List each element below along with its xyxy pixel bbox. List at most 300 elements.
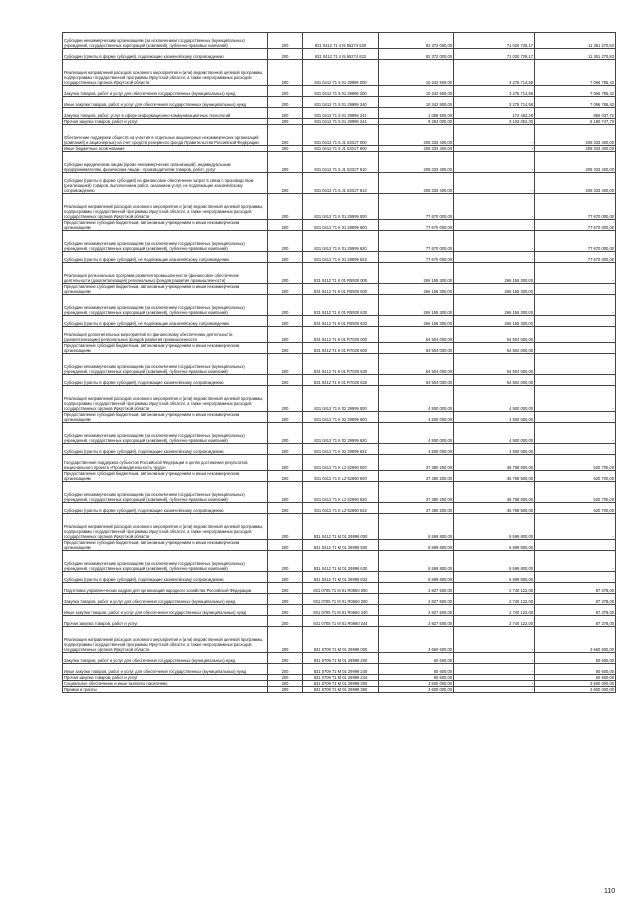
row-budget-code: 831 0705 71 М 01 R0660 240: [303, 605, 379, 616]
row-unexecuted-amount: 3 600 000,00: [535, 681, 616, 687]
row-line-code: 200: [268, 152, 303, 173]
row-executed-amount: 64 504 000,00: [454, 343, 535, 354]
row-approved-amount: 266 155 300,00: [379, 284, 454, 295]
row-line-code: 200: [268, 687, 303, 693]
row-line-code: 200: [268, 327, 303, 343]
table-row: [63, 284, 616, 295]
table-row: [63, 343, 616, 354]
table-row: [63, 482, 616, 503]
row-budget-code: 831 0412 71 М 01 29999 632: [303, 572, 379, 583]
table-row: [63, 681, 616, 687]
row-approved-amount: 64 504 000,00: [379, 343, 454, 354]
row-budget-code: 831 0709 71 М 01 29999 244: [303, 675, 379, 681]
row-budget-code: 831 0412 71 5 J1 5331Т 800: [303, 146, 379, 152]
row-name: Субсидии некоммерческим организациям (за исключением государственных (муниципальных) учреждений, государственных корпораций (компаний), публично-правовых компаний): [63, 295, 268, 316]
table-row: [63, 423, 616, 444]
row-budget-code: 831 0412 71 5 J1 5331Т 810: [303, 152, 379, 173]
row-executed-amount: -: [454, 681, 535, 687]
row-name: Реализация направлений расходов основного мероприятия и (или) ведомственной целевой программы, подпрограммы государственной программы Иркутской области, а также непрограммных расходов государственных органов Иркутской области: [63, 386, 268, 412]
row-name: Социальное обеспечение и иные выплаты населению: [63, 681, 268, 687]
row-name: Субсидии некоммерческим организациям (за исключением государственных (муниципальных) учреждений, государственных корпораций (компаний), публично-правовых компаний): [63, 231, 268, 252]
row-name: Реализация направлений расходов основного мероприятия и (или) ведомственной целевой программы, подпрограммы государственной программы Иркутской области, а также непрограммных расходов государственных органов Иркутской области: [63, 194, 268, 220]
row-budget-code: 831 0412 71 К L2 52890 632: [303, 503, 379, 514]
row-budget-code: 831 0412 71 4 I5 55274 632: [303, 49, 379, 60]
row-line-code: 200: [268, 482, 303, 503]
row-approved-amount: 77 670 000,00: [379, 220, 454, 231]
row-unexecuted-amount: -: [535, 327, 616, 343]
row-approved-amount: 77 670 000,00: [379, 231, 454, 252]
row-line-code: 200: [268, 514, 303, 540]
row-unexecuted-amount: -: [535, 572, 616, 583]
row-approved-amount: 266 155 300,00: [379, 316, 454, 327]
row-line-code: 200: [268, 423, 303, 444]
row-approved-amount: 208 333 400,00: [379, 146, 454, 152]
row-name: Субсидии (гранты в форме субсидий), подлежащие казначейскому сопровождению: [63, 503, 268, 514]
row-name: Субсидии (гранты в форме субсидий), подлежащие казначейскому сопровождению: [63, 49, 268, 60]
table-body: [63, 33, 616, 693]
row-executed-amount: 4 500 000,00: [454, 386, 535, 412]
row-executed-amount: -: [454, 220, 535, 231]
row-approved-amount: 10 342 500,00: [379, 97, 454, 108]
row-executed-amount: 6 599 800,00: [454, 551, 535, 572]
row-executed-amount: -: [454, 152, 535, 173]
row-name: Субсидии (гранты в форме субсидий), подлежащие казначейскому сопровождению: [63, 375, 268, 386]
row-unexecuted-amount: 77 670 000,00: [535, 220, 616, 231]
row-line-code: 200: [268, 194, 303, 220]
row-budget-code: 831 0412 71 К 01 R7030 600: [303, 343, 379, 354]
row-name: Иные закупки товаров, работ и услуг для обеспечения государственных (муниципальных) нужд: [63, 664, 268, 675]
row-name: Подготовка управленческих кадров для организаций народного хозяйства Российской Федерации: [63, 583, 268, 594]
row-approved-amount: 10 342 500,00: [379, 86, 454, 97]
row-budget-code: 831 0412 71 К 01 R5930 633: [303, 316, 379, 327]
row-budget-code: 831 0412 71 К 02 29999 600: [303, 412, 379, 423]
row-executed-amount: 3 103 252,30: [454, 119, 535, 125]
row-approved-amount: 6 599 800,00: [379, 551, 454, 572]
row-unexecuted-amount: 886 037,72: [535, 108, 616, 119]
table-row: [63, 263, 616, 284]
row-unexecuted-amount: 87 378,00: [535, 594, 616, 605]
row-line-code: 200: [268, 653, 303, 664]
row-approved-amount: 3 600 000,00: [379, 687, 454, 693]
row-name: Субсидии (гранты в форме субсидий), подлежащие казначейскому сопровождению: [63, 572, 268, 583]
row-approved-amount: 2 827 500,00: [379, 605, 454, 616]
table-row: [63, 33, 616, 49]
row-executed-amount: 36 758 500,00: [454, 455, 535, 471]
row-line-code: 200: [268, 343, 303, 354]
row-unexecuted-amount: -: [535, 343, 616, 354]
row-budget-code: 831 0705 71 М 01 R0660 200: [303, 594, 379, 605]
row-executed-amount: -: [454, 627, 535, 653]
row-name: Предоставление субсидий бюджетным, автономным учреждениям и иным некоммерческим организациям: [63, 412, 268, 423]
row-approved-amount: 1 058 500,00: [379, 108, 454, 119]
row-approved-amount: 77 670 000,00: [379, 252, 454, 263]
row-name: Прочая закупка товаров, работ и услуг: [63, 616, 268, 627]
row-name: Закупка товаров, работ и услуг для обеспечения государственных (муниципальных) нужд: [63, 653, 268, 664]
row-approved-amount: 82 372 000,00: [379, 33, 454, 49]
row-budget-code: 831 0412 71 4 I5 55274 630: [303, 33, 379, 49]
row-line-code: 200: [268, 386, 303, 412]
row-unexecuted-amount: 620 700,00: [535, 503, 616, 514]
row-unexecuted-amount: -: [535, 284, 616, 295]
table-row: [63, 503, 616, 514]
row-executed-amount: -: [454, 664, 535, 675]
row-executed-amount: 36 758 500,00: [454, 471, 535, 482]
row-line-code: 200: [268, 146, 303, 152]
row-name: Прочая закупка товаров, работ и услуг: [63, 119, 268, 125]
row-unexecuted-amount: 7 066 785,42: [535, 60, 616, 86]
row-approved-amount: 64 504 000,00: [379, 354, 454, 375]
row-executed-amount: 3 275 714,58: [454, 86, 535, 97]
row-budget-code: 831 0705 71 М 01 R0660 000: [303, 583, 379, 594]
row-name: Субсидии некоммерческим организациям (за исключением государственных (муниципальных) учреждений, государственных корпораций (компаний), публично-правовых компаний): [63, 551, 268, 572]
row-line-code: 200: [268, 551, 303, 572]
row-line-code: 200: [268, 119, 303, 125]
row-unexecuted-amount: 3 660 600,00: [535, 627, 616, 653]
row-line-code: 200: [268, 220, 303, 231]
row-budget-code: 831 0412 71 К L2 52890 630: [303, 482, 379, 503]
table-row: [63, 97, 616, 108]
row-unexecuted-amount: -: [535, 263, 616, 284]
row-line-code: 200: [268, 471, 303, 482]
row-unexecuted-amount: 208 333 400,00: [535, 173, 616, 194]
table-row: [63, 514, 616, 540]
table-row: [63, 125, 616, 146]
row-approved-amount: 4 500 000,00: [379, 444, 454, 455]
row-executed-amount: -: [454, 675, 535, 681]
table-row: [63, 412, 616, 423]
row-approved-amount: 60 600,00: [379, 675, 454, 681]
row-unexecuted-amount: 3 600 000,00: [535, 687, 616, 693]
row-unexecuted-amount: 620 700,00: [535, 482, 616, 503]
row-line-code: 200: [268, 675, 303, 681]
row-executed-amount: -: [454, 687, 535, 693]
table-row: [63, 605, 616, 616]
table-row: [63, 664, 616, 675]
row-approved-amount: 3 660 600,00: [379, 627, 454, 653]
row-budget-code: 831 0412 71 5 J1 5331Т 000: [303, 125, 379, 146]
row-unexecuted-amount: -: [535, 551, 616, 572]
row-budget-code: 831 0412 71 5 01 29999 000: [303, 60, 379, 86]
table-row: [63, 60, 616, 86]
row-line-code: 200: [268, 231, 303, 252]
row-budget-code: 831 0412 71 К 01 R5930 630: [303, 295, 379, 316]
row-line-code: 200: [268, 572, 303, 583]
row-approved-amount: 4 500 000,00: [379, 412, 454, 423]
budget-report-table-container: [62, 32, 615, 693]
row-executed-amount: 266 155 300,00: [454, 295, 535, 316]
row-line-code: 200: [268, 594, 303, 605]
table-row: [63, 455, 616, 471]
row-name: Иные бюджетные ассигнования: [63, 146, 268, 152]
row-unexecuted-amount: -: [535, 423, 616, 444]
row-executed-amount: 36 758 500,00: [454, 482, 535, 503]
table-row: [63, 327, 616, 343]
row-approved-amount: 77 670 000,00: [379, 194, 454, 220]
row-name: Обеспечение поддержки обществ на участия в отдельных акционерных некоммерческих организаций (компаний) и акционерных) на счет средств резервного фонда Правительства Российской Федерации: [63, 125, 268, 146]
row-budget-code: 831 0412 71 К 02 29999 000: [303, 386, 379, 412]
row-name: Закупка товаров, работ и услуг для обеспечения государственных (муниципальных) нужд: [63, 86, 268, 97]
row-name: Закупка товаров, работ и услуг для обеспечения государственных (муниципальных) нужд: [63, 594, 268, 605]
table-row: [63, 173, 616, 194]
row-name: Реализация направлений расходов основного мероприятия и (или) ведомственной целевой программы, подпрограммы государственной программы Иркутской области, а также непрограммных расходов государственных органов Иркутской области: [63, 627, 268, 653]
table-row: [63, 316, 616, 327]
row-name: Прочая закупка товаров, работ и услуг: [63, 675, 268, 681]
row-name: Субсидии некоммерческим организациям (за исключением государственных (муниципальных) учреждений, государственных корпораций (компаний), публично-правовых компаний): [63, 33, 268, 49]
row-budget-code: 831 0412 71 К 01 29999 633: [303, 252, 379, 263]
row-name: Государственная поддержка субъектов Российской Федерации в целях достижения результатов национального проекта «Производительность труда»: [63, 455, 268, 471]
row-budget-code: 831 0412 71 К 02 29999 630: [303, 423, 379, 444]
row-budget-code: 831 0412 71 М 01 29999 630: [303, 551, 379, 572]
row-approved-amount: 2 827 500,00: [379, 583, 454, 594]
table-row: [63, 540, 616, 551]
row-executed-amount: 4 500 000,00: [454, 423, 535, 444]
row-executed-amount: 36 758 500,00: [454, 503, 535, 514]
row-line-code: 200: [268, 263, 303, 284]
row-executed-amount: 4 500 000,00: [454, 444, 535, 455]
row-executed-amount: 64 504 000,00: [454, 354, 535, 375]
row-approved-amount: 64 504 000,00: [379, 327, 454, 343]
row-name: Субсидии (гранты в форме субсидий), не подлежащие казначейскому сопровождению: [63, 252, 268, 263]
row-executed-amount: 3 275 714,58: [454, 60, 535, 86]
row-approved-amount: 266 155 300,00: [379, 263, 454, 284]
budget-report-table: [62, 32, 616, 693]
row-executed-amount: 6 599 800,00: [454, 540, 535, 551]
row-name: Предоставление субсидий бюджетным, автономным учреждениям и иным некоммерческим организациям: [63, 471, 268, 482]
row-line-code: 200: [268, 173, 303, 194]
row-budget-code: 831 0709 71 М 01 29999 200: [303, 653, 379, 664]
table-row: [63, 594, 616, 605]
row-unexecuted-amount: 77 670 000,00: [535, 231, 616, 252]
row-budget-code: 831 0412 71 К L2 52890 000: [303, 455, 379, 471]
row-budget-code: 831 0412 71 К 01 R5930 000: [303, 263, 379, 284]
row-line-code: 200: [268, 60, 303, 86]
row-name: Иные закупки товаров, работ и услуг для обеспечения государственных (муниципальных) нужд: [63, 97, 268, 108]
row-approved-amount: 4 500 000,00: [379, 423, 454, 444]
row-line-code: 200: [268, 616, 303, 627]
row-executed-amount: 64 504 000,00: [454, 375, 535, 386]
row-name: Предоставление субсидий бюджетным, автономным учреждениям и иным некоммерческим организациям: [63, 220, 268, 231]
row-budget-code: 831 0709 71 М 01 29999 000: [303, 627, 379, 653]
row-unexecuted-amount: -: [535, 386, 616, 412]
row-executed-amount: 2 740 122,00: [454, 583, 535, 594]
row-line-code: 200: [268, 354, 303, 375]
row-line-code: 200: [268, 108, 303, 119]
row-budget-code: 831 0709 71 М 01 29999 350: [303, 687, 379, 693]
row-budget-code: 831 0412 71 К 01 R5930 600: [303, 284, 379, 295]
row-executed-amount: 4 500 000,00: [454, 412, 535, 423]
table-row: [63, 386, 616, 412]
row-name: Субсидии (гранты в форме субсидий) на финансовое обеспечение затрат в связи с производством (реализацией) товаров, выполнением работ, оказанием услуг, не подлежащие казначейскому сопровождению: [63, 173, 268, 194]
row-approved-amount: 9 284 000,00: [379, 119, 454, 125]
row-executed-amount: 266 155 300,00: [454, 316, 535, 327]
row-approved-amount: 2 827 500,00: [379, 594, 454, 605]
row-approved-amount: 64 504 000,00: [379, 375, 454, 386]
row-approved-amount: 208 333 400,00: [379, 125, 454, 146]
table-row: [63, 295, 616, 316]
table-row: [63, 252, 616, 263]
row-executed-amount: 266 155 300,00: [454, 284, 535, 295]
table-row: [63, 471, 616, 482]
row-line-code: 200: [268, 125, 303, 146]
row-name: Субсидии (гранты в форме субсидий), подлежащие казначейскому сопровождению: [63, 444, 268, 455]
row-line-code: 200: [268, 681, 303, 687]
row-budget-code: 831 0412 71 К 01 R7030 000: [303, 327, 379, 343]
row-name: Субсидии некоммерческим организациям (за исключением государственных (муниципальных) учреждений, государственных корпораций (компаний), публично-правовых компаний): [63, 354, 268, 375]
row-line-code: 200: [268, 49, 303, 60]
row-line-code: 200: [268, 375, 303, 386]
row-name: Реализация региональных программ развития промышленности (финансовое обеспечение деятельности (докапитализация) региональных фондов развития промышленности): [63, 263, 268, 284]
row-unexecuted-amount: 7 066 785,42: [535, 97, 616, 108]
row-name: Реализация дополнительных мероприятий по финансовому обеспечению деятельности (докапитализации) региональных фондов развития промышленности: [63, 327, 268, 343]
row-line-code: 200: [268, 540, 303, 551]
table-row: [63, 572, 616, 583]
row-line-code: 200: [268, 627, 303, 653]
row-name: Реализация направлений расходов основного мероприятия и (или) ведомственной целевой программы, подпрограммы государственной программы Иркутской области, а также непрограммных расходов государственных органов Иркутской области: [63, 514, 268, 540]
row-unexecuted-amount: -: [535, 316, 616, 327]
row-approved-amount: 266 155 300,00: [379, 295, 454, 316]
table-row: [63, 152, 616, 173]
row-budget-code: 831 0709 71 М 01 29999 240: [303, 664, 379, 675]
row-approved-amount: 6 599 800,00: [379, 540, 454, 551]
table-row: [63, 220, 616, 231]
row-unexecuted-amount: 60 600,00: [535, 653, 616, 664]
row-unexecuted-amount: 87 378,00: [535, 605, 616, 616]
row-line-code: 200: [268, 605, 303, 616]
row-unexecuted-amount: 208 333 400,00: [535, 146, 616, 152]
row-unexecuted-amount: 620 700,00: [535, 455, 616, 471]
row-unexecuted-amount: 620 700,00: [535, 471, 616, 482]
row-name: Реализация направлений расходов основного мероприятия и (или) ведомственной целевой программы, подпрограммы государственной программы Иркутской области, а также непрограммных расходов государственных органов Иркутской области: [63, 60, 268, 86]
table-row: [63, 627, 616, 653]
row-unexecuted-amount: 87 378,00: [535, 583, 616, 594]
row-budget-code: 831 0412 71 5 01 29999 242: [303, 108, 379, 119]
row-approved-amount: 60 600,00: [379, 653, 454, 664]
row-unexecuted-amount: 208 333 400,00: [535, 152, 616, 173]
row-approved-amount: 37 380 200,00: [379, 503, 454, 514]
row-line-code: 200: [268, 284, 303, 295]
row-executed-amount: -: [454, 653, 535, 664]
row-budget-code: 831 0412 71 5 J1 5331Т 813: [303, 173, 379, 194]
row-unexecuted-amount: -: [535, 354, 616, 375]
row-line-code: 200: [268, 583, 303, 594]
row-executed-amount: 2 740 122,00: [454, 616, 535, 627]
row-unexecuted-amount: 87 378,00: [535, 616, 616, 627]
row-budget-code: 831 0412 71 5 01 29999 244: [303, 119, 379, 125]
table-row: [63, 354, 616, 375]
table-row: [63, 231, 616, 252]
row-line-code: 200: [268, 97, 303, 108]
row-approved-amount: 6 599 800,00: [379, 514, 454, 540]
page-number: 110: [604, 888, 616, 895]
row-name: Предоставление субсидий бюджетным, автономным учреждениям и иным некоммерческим организациям: [63, 540, 268, 551]
row-budget-code: 831 0412 71 5 01 29999 200: [303, 86, 379, 97]
row-executed-amount: 172 462,28: [454, 108, 535, 119]
row-executed-amount: 2 740 122,00: [454, 605, 535, 616]
row-line-code: 200: [268, 503, 303, 514]
row-name: Предоставление субсидий бюджетным, автономным учреждениям и иным некоммерческим организациям: [63, 284, 268, 295]
row-line-code: 200: [268, 316, 303, 327]
row-executed-amount: 71 020 729,17: [454, 49, 535, 60]
table-row: [63, 653, 616, 664]
row-approved-amount: 3 600 000,00: [379, 681, 454, 687]
row-approved-amount: 37 380 200,00: [379, 471, 454, 482]
row-name: Субсидии некоммерческим организациям (за исключением государственных (муниципальных) учреждений, государственных корпораций (компаний), публично-правовых компаний): [63, 423, 268, 444]
row-executed-amount: -: [454, 146, 535, 152]
row-line-code: 200: [268, 33, 303, 49]
row-line-code: 200: [268, 444, 303, 455]
row-approved-amount: 208 333 400,00: [379, 152, 454, 173]
row-executed-amount: 71 020 729,17: [454, 33, 535, 49]
row-executed-amount: 266 155 300,00: [454, 263, 535, 284]
row-name: Закупка товаров, работ, услуг в сфере информационно-коммуникационных технологий: [63, 108, 268, 119]
table-row: [63, 375, 616, 386]
row-unexecuted-amount: 77 670 000,00: [535, 252, 616, 263]
row-approved-amount: 208 333 400,00: [379, 173, 454, 194]
row-unexecuted-amount: -: [535, 295, 616, 316]
row-approved-amount: 37 380 200,00: [379, 455, 454, 471]
table-row: [63, 194, 616, 220]
row-approved-amount: 60 600,00: [379, 664, 454, 675]
row-executed-amount: 3 275 714,58: [454, 97, 535, 108]
row-unexecuted-amount: 6 180 747,70: [535, 119, 616, 125]
row-executed-amount: -: [454, 194, 535, 220]
row-approved-amount: 4 500 000,00: [379, 386, 454, 412]
row-approved-amount: 37 380 200,00: [379, 482, 454, 503]
table-row: [63, 444, 616, 455]
row-executed-amount: -: [454, 125, 535, 146]
row-unexecuted-amount: 60 600,00: [535, 675, 616, 681]
row-unexecuted-amount: 60 600,00: [535, 664, 616, 675]
row-name: Субсидии (гранты в форме субсидий), не подлежащие казначейскому сопровождению: [63, 316, 268, 327]
row-line-code: 200: [268, 455, 303, 471]
row-name: Предоставление субсидий бюджетным, автономным учреждениям и иным некоммерческим организациям: [63, 343, 268, 354]
row-unexecuted-amount: 11 351 270,83: [535, 49, 616, 60]
row-unexecuted-amount: -: [535, 444, 616, 455]
row-name: Субсидии юридическим лицам (кроме некоммерческих организаций), индивидуальным предпринимателям, физическим лицам - производителям товаров, работ, услуг: [63, 152, 268, 173]
row-executed-amount: 2 740 122,00: [454, 594, 535, 605]
row-executed-amount: -: [454, 252, 535, 263]
row-approved-amount: 2 827 500,00: [379, 616, 454, 627]
table-row: [63, 616, 616, 627]
row-budget-code: 831 0412 71 К 01 R7030 630: [303, 354, 379, 375]
row-executed-amount: 6 599 800,00: [454, 514, 535, 540]
table-row: [63, 49, 616, 60]
row-executed-amount: -: [454, 173, 535, 194]
row-budget-code: 831 0412 71 М 01 29999 000: [303, 514, 379, 540]
row-unexecuted-amount: 208 333 400,00: [535, 125, 616, 146]
row-line-code: 200: [268, 252, 303, 263]
row-unexecuted-amount: 77 670 000,00: [535, 194, 616, 220]
row-executed-amount: 64 504 000,00: [454, 327, 535, 343]
row-budget-code: 831 0709 71 М 01 29999 300: [303, 681, 379, 687]
table-row: [63, 583, 616, 594]
row-executed-amount: 6 599 800,00: [454, 572, 535, 583]
row-budget-code: 831 0412 71 М 01 29999 600: [303, 540, 379, 551]
row-budget-code: 831 0412 71 К 02 29999 632: [303, 444, 379, 455]
row-approved-amount: 6 599 800,00: [379, 572, 454, 583]
row-budget-code: 831 0412 71 К 01 29999 600: [303, 220, 379, 231]
row-unexecuted-amount: -: [535, 412, 616, 423]
row-unexecuted-amount: 7 066 785,42: [535, 86, 616, 97]
row-line-code: 200: [268, 86, 303, 97]
row-budget-code: 831 0412 71 5 01 29999 240: [303, 97, 379, 108]
row-unexecuted-amount: -: [535, 375, 616, 386]
table-row: [63, 86, 616, 97]
table-row: [63, 108, 616, 119]
row-unexecuted-amount: -: [535, 514, 616, 540]
row-name: Премии и гранты: [63, 687, 268, 693]
row-approved-amount: 10 342 500,00: [379, 60, 454, 86]
